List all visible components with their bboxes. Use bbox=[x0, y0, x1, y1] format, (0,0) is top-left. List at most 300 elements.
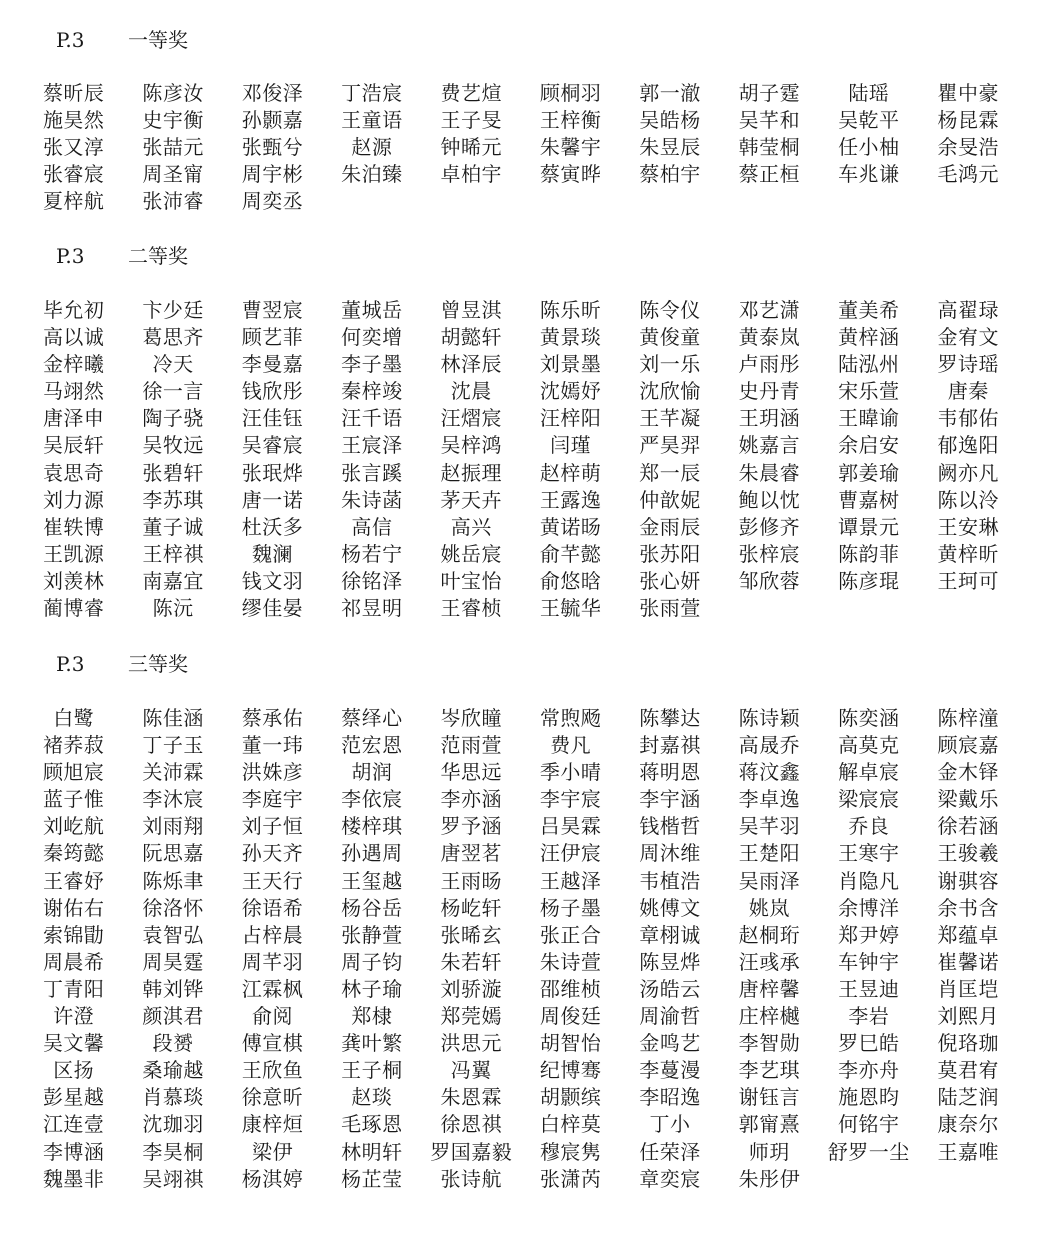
student-name: 李岩 bbox=[848, 1004, 890, 1029]
student-name: 朱晨睿 bbox=[738, 460, 801, 485]
student-name: 蔺博睿 bbox=[42, 596, 105, 621]
student-name: 章栩诚 bbox=[639, 922, 701, 947]
student-name: 毛琢恩 bbox=[341, 1112, 403, 1137]
student-name: 余书含 bbox=[937, 895, 999, 920]
student-name: 季小晴 bbox=[539, 760, 602, 785]
student-name: 许澄 bbox=[53, 1004, 95, 1029]
student-name: 王昱迪 bbox=[838, 976, 900, 1001]
student-name: 金宥文 bbox=[937, 325, 999, 350]
student-name: 周芊羽 bbox=[241, 949, 304, 974]
student-name: 吴梓鸿 bbox=[440, 433, 502, 458]
student-name: 徐恩祺 bbox=[440, 1112, 502, 1137]
grade-label: P.3 bbox=[56, 28, 85, 52]
student-name: 胡智怡 bbox=[539, 1031, 602, 1056]
student-name: 蔡承佑 bbox=[241, 706, 304, 730]
student-name: 周沐维 bbox=[639, 841, 701, 866]
student-name: 肖隐凡 bbox=[838, 868, 900, 893]
student-name: 吴芊羽 bbox=[738, 814, 801, 839]
student-name: 吴牧远 bbox=[142, 433, 204, 458]
student-name: 宋乐萱 bbox=[838, 379, 900, 404]
student-name: 段赟 bbox=[152, 1031, 194, 1056]
student-name: 韦郁佑 bbox=[937, 406, 999, 431]
student-name: 王子桐 bbox=[341, 1058, 403, 1083]
student-name: 王玺越 bbox=[341, 868, 403, 893]
student-name: 林明轩 bbox=[341, 1139, 403, 1164]
student-name: 白鹭 bbox=[53, 706, 95, 730]
student-name: 高信 bbox=[351, 514, 393, 539]
student-name: 李依宸 bbox=[341, 787, 403, 812]
student-name: 史宇衡 bbox=[142, 108, 204, 133]
student-name: 严昊羿 bbox=[639, 433, 701, 458]
student-name: 孙天齐 bbox=[241, 841, 304, 866]
student-name: 姚嘉言 bbox=[738, 433, 801, 458]
student-name: 朱彤伊 bbox=[738, 1166, 801, 1191]
student-name: 朱昱辰 bbox=[639, 135, 701, 160]
student-name: 董美希 bbox=[838, 298, 900, 322]
student-name: 张苏阳 bbox=[639, 541, 701, 566]
student-name: 常煦飏 bbox=[539, 706, 602, 730]
student-name: 钱楷哲 bbox=[639, 814, 701, 839]
student-name: 胡颢缤 bbox=[539, 1085, 602, 1110]
grade-label: P.3 bbox=[56, 652, 85, 676]
student-name: 华思远 bbox=[440, 760, 502, 785]
student-name: 费艺煊 bbox=[440, 81, 502, 105]
student-name: 瞿中豪 bbox=[937, 81, 999, 105]
student-name: 崔馨诺 bbox=[937, 949, 999, 974]
student-name: 彭修齐 bbox=[738, 514, 801, 539]
student-name: 张心妍 bbox=[639, 568, 701, 593]
student-name: 罗国嘉毅 bbox=[430, 1139, 513, 1164]
student-name: 汪梓阳 bbox=[539, 406, 602, 431]
student-name: 金鸣艺 bbox=[639, 1031, 701, 1056]
student-name: 唐秦 bbox=[947, 379, 989, 404]
student-name: 汤皓云 bbox=[639, 976, 701, 1001]
student-name: 高晟乔 bbox=[738, 733, 801, 758]
student-name: 洪思元 bbox=[440, 1031, 502, 1056]
student-name: 姚傅文 bbox=[639, 895, 701, 920]
student-name: 彭星越 bbox=[42, 1085, 105, 1110]
student-name: 师玥 bbox=[748, 1139, 790, 1164]
student-name: 王天行 bbox=[241, 868, 304, 893]
student-name: 张言蹊 bbox=[341, 460, 403, 485]
student-name: 朱诗萱 bbox=[539, 949, 602, 974]
student-name: 毕允初 bbox=[42, 298, 105, 322]
student-name: 金雨辰 bbox=[639, 514, 701, 539]
student-name: 罗巳皓 bbox=[838, 1031, 900, 1056]
student-name: 杨谷岳 bbox=[341, 895, 403, 920]
student-name: 邹欣蓉 bbox=[738, 568, 801, 593]
student-name: 徐一言 bbox=[142, 379, 204, 404]
student-name: 卢雨彤 bbox=[738, 352, 801, 377]
student-name: 杨昆霖 bbox=[937, 108, 999, 133]
student-name: 李曼嘉 bbox=[241, 352, 304, 377]
student-name: 蔡昕辰 bbox=[42, 81, 105, 105]
section-heading bbox=[56, 26, 188, 54]
student-name: 吴文馨 bbox=[42, 1031, 105, 1056]
student-name: 陈奕涵 bbox=[838, 706, 900, 730]
student-name: 郑尹婷 bbox=[838, 922, 900, 947]
student-name: 乔良 bbox=[848, 814, 890, 839]
name-grid bbox=[24, 297, 1018, 622]
student-name: 周圣甯 bbox=[142, 162, 204, 187]
student-name: 林子瑜 bbox=[341, 976, 403, 1001]
student-name: 王睿妤 bbox=[42, 868, 105, 893]
student-name: 索锦勖 bbox=[42, 922, 105, 947]
student-name: 郑棣 bbox=[351, 1004, 393, 1029]
student-name: 蔡正桓 bbox=[738, 162, 801, 187]
student-name: 夏梓航 bbox=[42, 189, 105, 214]
student-name: 马翊然 bbox=[42, 379, 105, 404]
student-name: 徐语希 bbox=[241, 895, 304, 920]
student-name: 王睿桢 bbox=[440, 596, 502, 621]
student-name: 汪伊宸 bbox=[539, 841, 602, 866]
student-name: 曾昱淇 bbox=[440, 298, 502, 322]
student-name: 沈珈羽 bbox=[142, 1112, 204, 1137]
student-name: 顾宸嘉 bbox=[937, 733, 999, 758]
student-name: 陈佳涵 bbox=[142, 706, 204, 730]
student-name: 顾旭宸 bbox=[42, 760, 105, 785]
student-name: 陈韵菲 bbox=[838, 541, 900, 566]
student-name: 陈彦汝 bbox=[142, 81, 204, 105]
student-name: 王楚阳 bbox=[738, 841, 801, 866]
student-name: 吴芊和 bbox=[738, 108, 801, 133]
name-grid bbox=[24, 80, 1018, 215]
student-name: 蒋明恩 bbox=[639, 760, 701, 785]
student-name: 王露逸 bbox=[539, 487, 602, 512]
student-name: 康奈尔 bbox=[937, 1112, 999, 1137]
student-name: 王梓衡 bbox=[539, 108, 602, 133]
student-name: 张又淳 bbox=[42, 135, 105, 160]
student-name: 张诗航 bbox=[440, 1166, 502, 1191]
student-name: 唐翌茗 bbox=[440, 841, 502, 866]
student-name: 杜沃多 bbox=[241, 514, 304, 539]
student-name: 康梓烜 bbox=[241, 1112, 304, 1137]
student-name: 朱泊臻 bbox=[341, 162, 403, 187]
student-name: 陈烁聿 bbox=[142, 868, 204, 893]
student-name: 汪千语 bbox=[341, 406, 403, 431]
student-name: 魏澜 bbox=[251, 541, 293, 566]
student-name: 赵桐珩 bbox=[738, 922, 801, 947]
student-name: 徐意昕 bbox=[241, 1085, 304, 1110]
student-name: 冯翼 bbox=[450, 1058, 492, 1083]
student-name: 姚岳宸 bbox=[440, 541, 502, 566]
student-name: 沈欣愉 bbox=[639, 379, 701, 404]
student-name: 周渝哲 bbox=[639, 1004, 701, 1029]
student-name: 郑莞嫣 bbox=[440, 1004, 502, 1029]
student-name: 谢佑右 bbox=[42, 895, 105, 920]
student-name: 施恩昀 bbox=[838, 1085, 900, 1110]
student-name: 王毓华 bbox=[539, 596, 602, 621]
student-name: 董一玮 bbox=[241, 733, 304, 758]
student-name: 吴乾平 bbox=[838, 108, 900, 133]
student-name: 曹嘉树 bbox=[838, 487, 900, 512]
student-name: 郭一澈 bbox=[639, 81, 701, 105]
student-name: 周奕丞 bbox=[241, 189, 304, 214]
student-name: 王嘉唯 bbox=[937, 1139, 999, 1164]
student-name: 朱恩霖 bbox=[440, 1085, 502, 1110]
award-title: 一等奖 bbox=[128, 28, 188, 52]
student-name: 倪珞珈 bbox=[937, 1031, 999, 1056]
student-name: 车钟宇 bbox=[838, 949, 900, 974]
student-name: 孙颢嘉 bbox=[241, 108, 304, 133]
student-name: 郑一辰 bbox=[639, 460, 701, 485]
student-name: 唐一诺 bbox=[241, 487, 304, 512]
student-name: 林泽辰 bbox=[440, 352, 502, 377]
student-name: 黄俊童 bbox=[639, 325, 701, 350]
student-name: 刘屹航 bbox=[42, 814, 105, 839]
student-name: 朱诗菡 bbox=[341, 487, 403, 512]
student-name: 解卓宸 bbox=[838, 760, 900, 785]
student-name: 王越泽 bbox=[539, 868, 602, 893]
student-name: 胡懿轩 bbox=[440, 325, 502, 350]
student-name: 陈以泠 bbox=[937, 487, 999, 512]
student-name: 李昭逸 bbox=[639, 1085, 701, 1110]
student-name: 赵琰 bbox=[351, 1085, 393, 1110]
student-name: 张甄兮 bbox=[241, 135, 304, 160]
student-name: 卓柏宇 bbox=[440, 162, 502, 187]
student-name: 李智勋 bbox=[738, 1031, 801, 1056]
student-name: 谢骐容 bbox=[937, 868, 999, 893]
student-name: 李沐宸 bbox=[142, 787, 204, 812]
student-name: 周宇彬 bbox=[241, 162, 304, 187]
student-name: 郁逸阳 bbox=[937, 433, 999, 458]
student-name: 张雨萱 bbox=[639, 596, 701, 621]
student-name: 邓俊泽 bbox=[241, 81, 304, 105]
name-grid bbox=[24, 705, 1018, 1193]
student-name: 陈令仪 bbox=[639, 298, 701, 322]
student-name: 费凡 bbox=[550, 733, 592, 758]
student-name: 吴翊祺 bbox=[142, 1166, 204, 1191]
student-name: 袁智弘 bbox=[142, 922, 204, 947]
student-name: 顾桐羽 bbox=[539, 81, 602, 105]
student-name: 吴睿宸 bbox=[241, 433, 304, 458]
student-name: 俞悠晗 bbox=[539, 568, 602, 593]
student-name: 纪博骞 bbox=[539, 1058, 602, 1083]
student-name: 董子诚 bbox=[142, 514, 204, 539]
student-name: 傅宣棋 bbox=[241, 1031, 304, 1056]
student-name: 李庭宇 bbox=[241, 787, 304, 812]
student-name: 金木铎 bbox=[937, 760, 999, 785]
student-name: 茅天卉 bbox=[440, 487, 502, 512]
student-name: 余博洋 bbox=[838, 895, 900, 920]
student-name: 陆泓州 bbox=[838, 352, 900, 377]
student-name: 唐泽申 bbox=[42, 406, 105, 431]
student-name: 陈攀达 bbox=[639, 706, 701, 730]
student-name: 钱文羽 bbox=[241, 568, 304, 593]
student-name: 岑欣瞳 bbox=[440, 706, 502, 730]
student-name: 秦筠懿 bbox=[42, 841, 105, 866]
student-name: 封嘉祺 bbox=[639, 733, 701, 758]
student-name: 罗予涵 bbox=[440, 814, 502, 839]
student-name: 赵源 bbox=[351, 135, 393, 160]
student-name: 史丹青 bbox=[738, 379, 801, 404]
student-name: 章奕宸 bbox=[639, 1166, 701, 1191]
student-name: 冷天 bbox=[152, 352, 194, 377]
student-name: 王梓祺 bbox=[142, 541, 204, 566]
student-name: 陈彦琨 bbox=[838, 568, 900, 593]
student-name: 张沛睿 bbox=[142, 189, 204, 214]
student-name: 葛思齐 bbox=[142, 325, 204, 350]
student-name: 吴皓杨 bbox=[639, 108, 701, 133]
student-name: 张喆元 bbox=[142, 135, 204, 160]
student-name: 梁宸宸 bbox=[838, 787, 900, 812]
student-name: 汪佳钰 bbox=[241, 406, 304, 431]
grade-label: P.3 bbox=[56, 244, 85, 268]
student-name: 袁思奇 bbox=[42, 460, 105, 485]
student-name: 陈诗颖 bbox=[738, 706, 801, 730]
student-name: 黄梓昕 bbox=[937, 541, 999, 566]
student-name: 张睿宸 bbox=[42, 162, 105, 187]
student-name: 姚岚 bbox=[748, 895, 790, 920]
student-name: 刘骄漩 bbox=[440, 976, 502, 1001]
student-name: 张静萱 bbox=[341, 922, 403, 947]
student-name: 周昊霆 bbox=[142, 949, 204, 974]
student-name: 赵梓萌 bbox=[539, 460, 602, 485]
student-name: 范宏恩 bbox=[341, 733, 403, 758]
student-name: 陈梓潼 bbox=[937, 706, 999, 730]
student-name: 张正合 bbox=[539, 922, 602, 947]
student-name: 颜淇君 bbox=[142, 1004, 204, 1029]
student-name: 李苏琪 bbox=[142, 487, 204, 512]
student-name: 洪姝彦 bbox=[241, 760, 304, 785]
student-name: 余旻浩 bbox=[937, 135, 999, 160]
student-name: 李子墨 bbox=[341, 352, 403, 377]
student-name: 蔡绎心 bbox=[341, 706, 403, 730]
student-name: 李昊桐 bbox=[142, 1139, 204, 1164]
student-name: 李博涵 bbox=[42, 1139, 105, 1164]
student-name: 韦植浩 bbox=[639, 868, 701, 893]
student-name: 李艺琪 bbox=[738, 1058, 801, 1083]
student-name: 李亦舟 bbox=[838, 1058, 900, 1083]
student-name: 俞阅 bbox=[251, 1004, 293, 1029]
student-name: 刘力源 bbox=[42, 487, 105, 512]
student-name: 郭姜瑜 bbox=[838, 460, 900, 485]
student-name: 杨若宁 bbox=[341, 541, 403, 566]
student-name: 崔轶博 bbox=[42, 514, 105, 539]
student-name: 阙亦凡 bbox=[937, 460, 999, 485]
student-name: 庄梓樾 bbox=[738, 1004, 801, 1029]
student-name: 刘一乐 bbox=[639, 352, 701, 377]
student-name: 王雨旸 bbox=[440, 868, 502, 893]
student-name: 丁子玉 bbox=[142, 733, 204, 758]
student-name: 王欣鱼 bbox=[241, 1058, 304, 1083]
student-name: 沈嫣妤 bbox=[539, 379, 602, 404]
student-name: 江连壹 bbox=[42, 1112, 105, 1137]
student-name: 王骏羲 bbox=[937, 841, 999, 866]
award-title: 三等奖 bbox=[128, 652, 188, 676]
student-name: 刘羡林 bbox=[42, 568, 105, 593]
student-name: 胡子霆 bbox=[738, 81, 801, 105]
student-name: 曹翌宸 bbox=[241, 298, 304, 322]
student-name: 韩莹桐 bbox=[738, 135, 801, 160]
student-name: 南嘉宜 bbox=[142, 568, 204, 593]
student-name: 钱欣彤 bbox=[241, 379, 304, 404]
student-name: 黄诺旸 bbox=[539, 514, 602, 539]
student-name: 丁青阳 bbox=[42, 976, 105, 1001]
student-name: 梁伊 bbox=[251, 1139, 293, 1164]
student-name: 鲍以忱 bbox=[738, 487, 801, 512]
student-name: 王芊凝 bbox=[639, 406, 701, 431]
student-name: 卞少廷 bbox=[142, 298, 204, 322]
student-name: 孙遇周 bbox=[341, 841, 403, 866]
student-name: 张潇芮 bbox=[539, 1166, 602, 1191]
student-name: 蔡柏宇 bbox=[639, 162, 701, 187]
student-name: 吕昊霖 bbox=[539, 814, 602, 839]
student-name: 占梓晨 bbox=[241, 922, 304, 947]
student-name: 高莫克 bbox=[838, 733, 900, 758]
student-name: 赵振理 bbox=[440, 460, 502, 485]
student-name: 关沛霖 bbox=[142, 760, 204, 785]
student-name: 高以诚 bbox=[42, 325, 105, 350]
student-name: 黄泰岚 bbox=[738, 325, 801, 350]
student-name: 唐梓馨 bbox=[738, 976, 801, 1001]
student-name: 秦梓竣 bbox=[341, 379, 403, 404]
student-name: 俞芊懿 bbox=[539, 541, 602, 566]
student-name: 邵维桢 bbox=[539, 976, 602, 1001]
student-name: 王童语 bbox=[341, 108, 403, 133]
student-name: 余启安 bbox=[838, 433, 900, 458]
student-name: 蒋汶鑫 bbox=[738, 760, 801, 785]
student-name: 白梓莫 bbox=[539, 1112, 602, 1137]
student-name: 汪熠宸 bbox=[440, 406, 502, 431]
student-name: 韩刘铧 bbox=[142, 976, 204, 1001]
student-name: 徐若涵 bbox=[937, 814, 999, 839]
student-name: 穆宸隽 bbox=[539, 1139, 602, 1164]
student-name: 车兆谦 bbox=[838, 162, 900, 187]
section-heading bbox=[56, 650, 188, 678]
student-name: 黄梓涵 bbox=[838, 325, 900, 350]
student-name: 王宸泽 bbox=[341, 433, 403, 458]
student-name: 蓝子惟 bbox=[42, 787, 105, 812]
student-name: 陈昱烨 bbox=[639, 949, 701, 974]
student-name: 刘熙月 bbox=[937, 1004, 999, 1029]
student-name: 周子钧 bbox=[341, 949, 403, 974]
student-name: 钟晞元 bbox=[440, 135, 502, 160]
student-name: 范雨萱 bbox=[440, 733, 502, 758]
student-name: 王子旻 bbox=[440, 108, 502, 133]
student-name: 杨淇婷 bbox=[241, 1166, 304, 1191]
student-name: 徐铭泽 bbox=[341, 568, 403, 593]
student-name: 江霖枫 bbox=[241, 976, 304, 1001]
student-name: 桑瑜越 bbox=[142, 1058, 204, 1083]
student-name: 徐洛怀 bbox=[142, 895, 204, 920]
student-name: 刘景墨 bbox=[539, 352, 602, 377]
student-name: 肖匡垲 bbox=[937, 976, 999, 1001]
student-name: 刘雨翔 bbox=[142, 814, 204, 839]
student-name: 肖慕琰 bbox=[142, 1085, 204, 1110]
student-name: 李蔓漫 bbox=[639, 1058, 701, 1083]
student-name: 李亦涵 bbox=[440, 787, 502, 812]
student-name: 高兴 bbox=[450, 514, 492, 539]
student-name: 李宇涵 bbox=[639, 787, 701, 812]
student-name: 祁昱明 bbox=[341, 596, 403, 621]
student-name: 楼梓琪 bbox=[341, 814, 403, 839]
student-name: 杨屹轩 bbox=[440, 895, 502, 920]
student-name: 王寒宇 bbox=[838, 841, 900, 866]
student-name: 陈沅 bbox=[152, 596, 194, 621]
student-name: 金梓曦 bbox=[42, 352, 105, 377]
student-name: 罗诗瑶 bbox=[937, 352, 999, 377]
student-name: 魏墨非 bbox=[42, 1166, 105, 1191]
student-name: 郑蕴卓 bbox=[937, 922, 999, 947]
student-name: 吴雨泽 bbox=[738, 868, 801, 893]
student-name: 杨子墨 bbox=[539, 895, 602, 920]
student-name: 毛鸿元 bbox=[937, 162, 999, 187]
student-name: 任小柚 bbox=[838, 135, 900, 160]
student-name: 何奕增 bbox=[341, 325, 403, 350]
student-name: 吴辰轩 bbox=[42, 433, 105, 458]
student-name: 刘子恒 bbox=[241, 814, 304, 839]
